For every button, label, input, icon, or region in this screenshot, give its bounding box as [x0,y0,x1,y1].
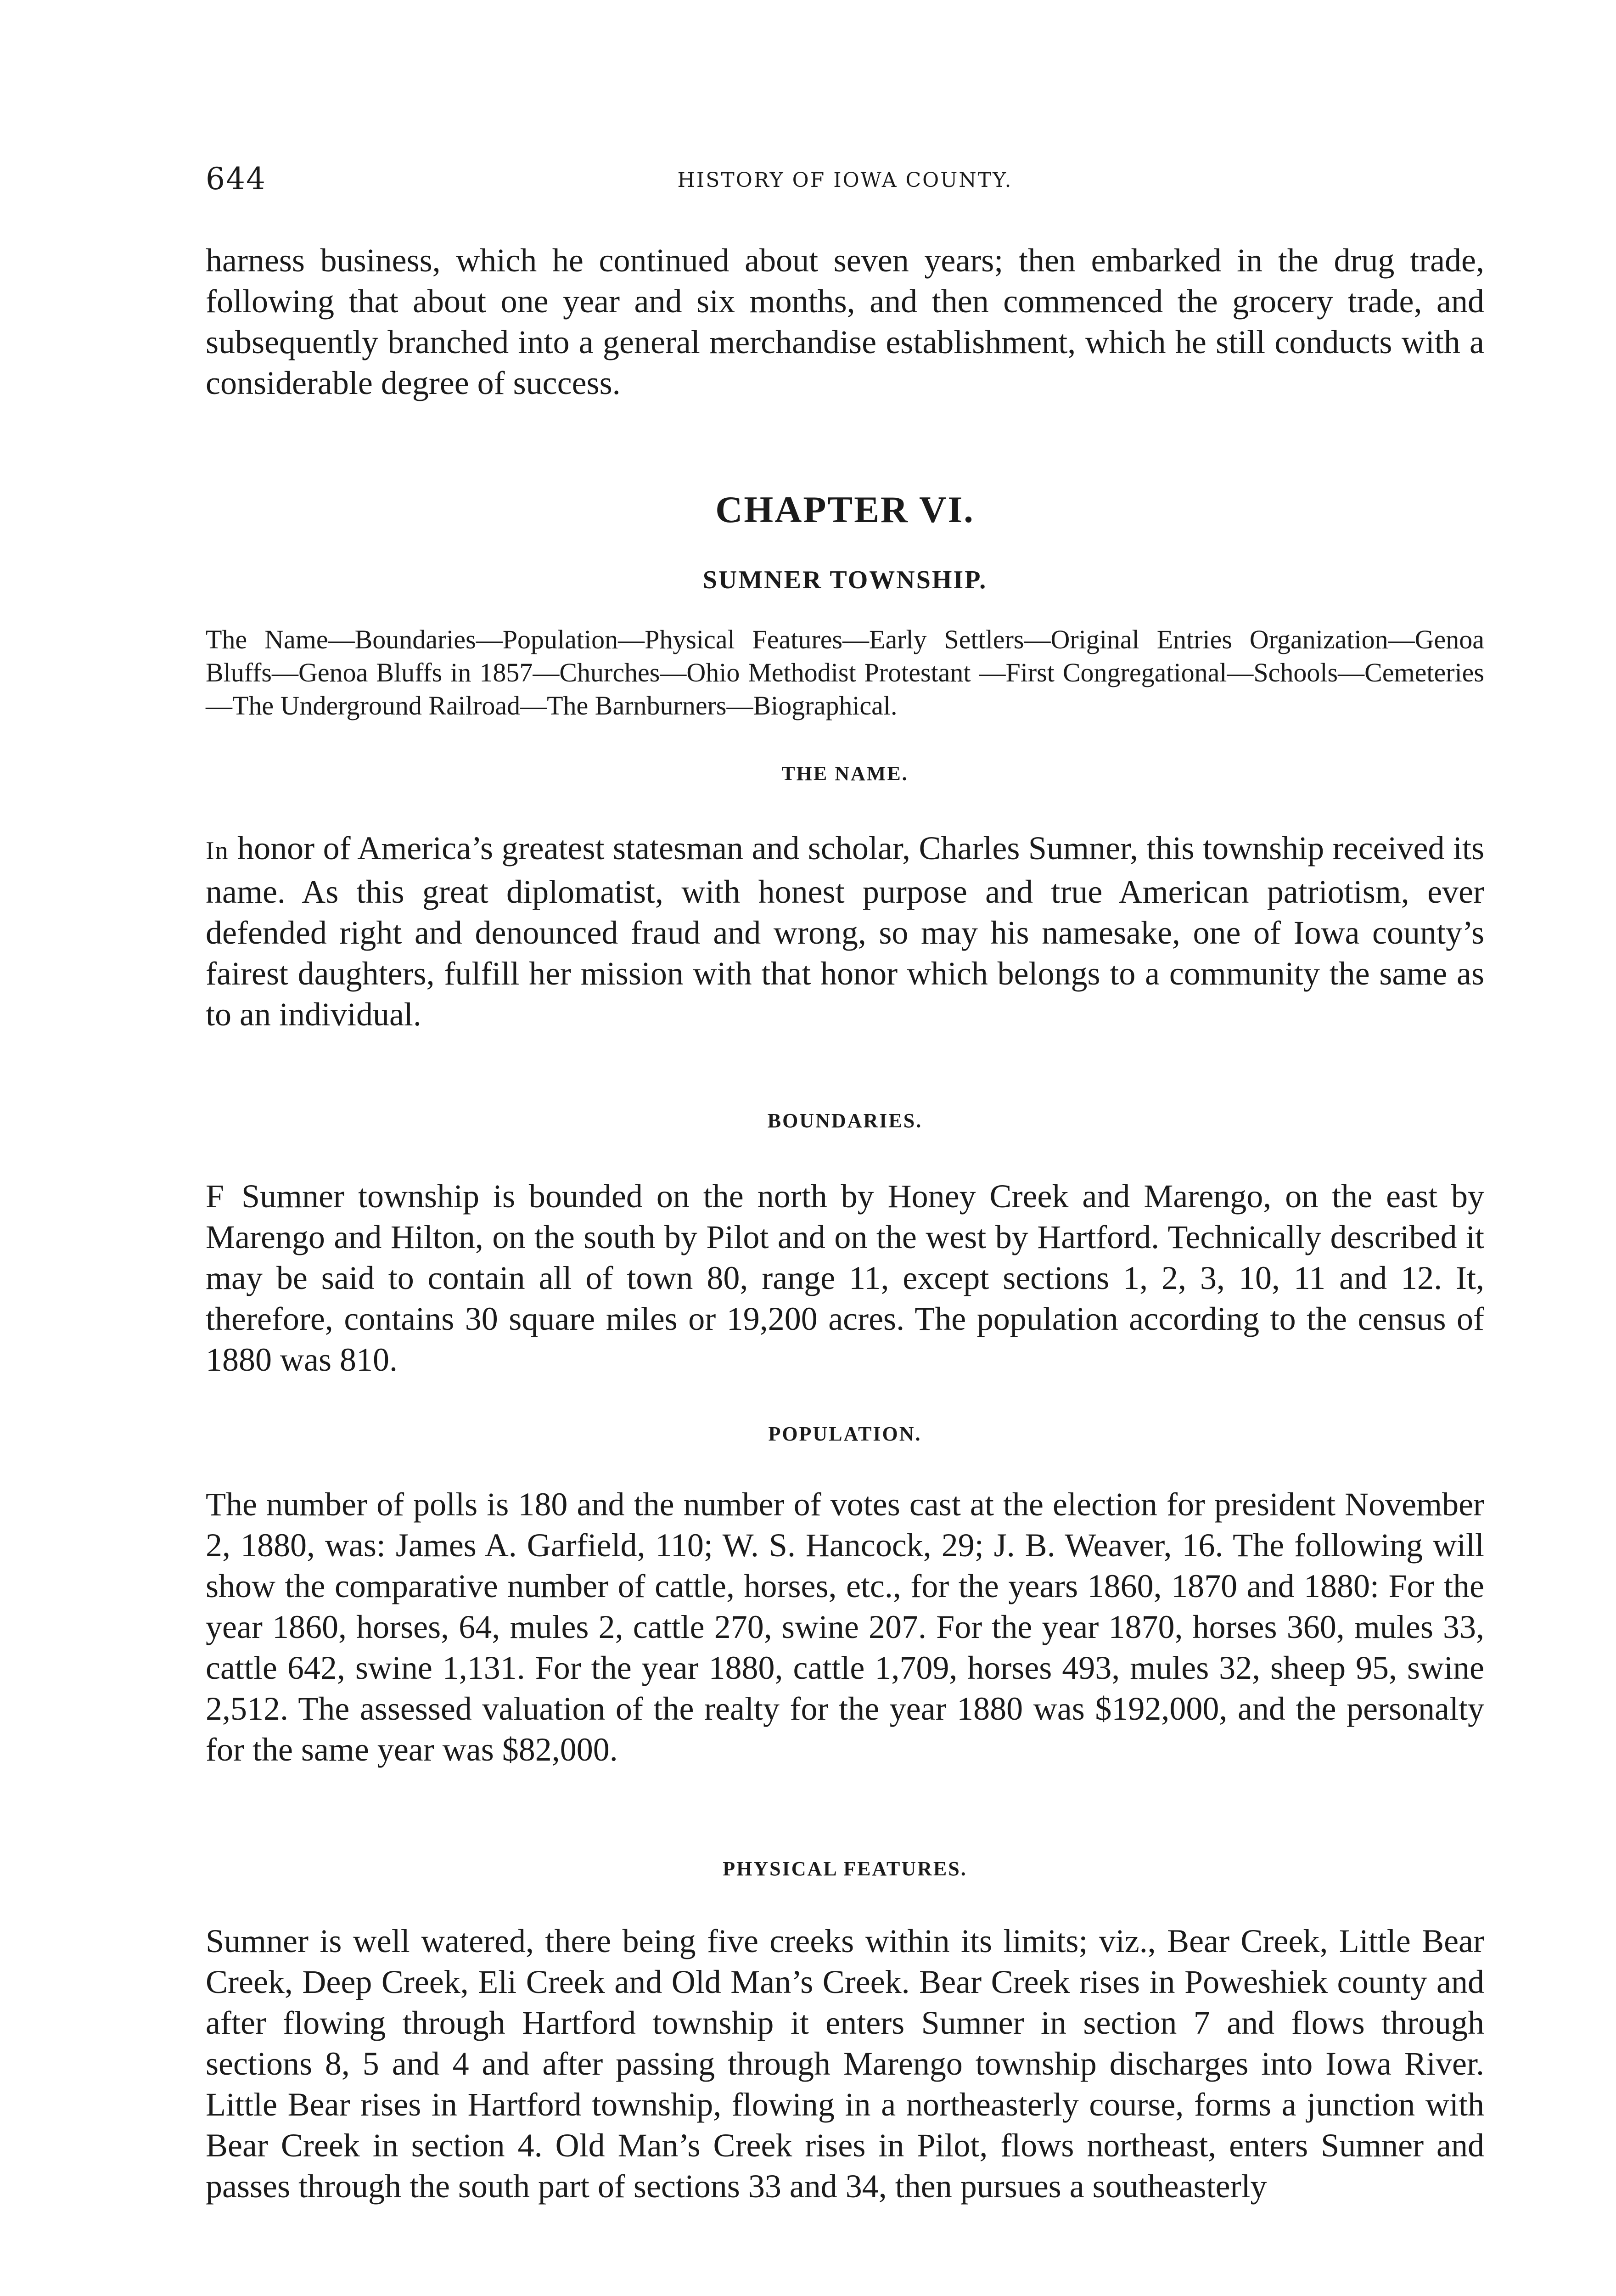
physical-features-paragraph: Sumner is well watered, there being five creeks within its limits; viz., Bear Creek, Little Bear Creek, Deep Creek, Eli Creek and Old Man’s Creek. Bear Creek rises in Poweshiek county and after flowing through Hartford township it enters Sumner in section 7 and flows through sections 8, 5 and 4 and after passing through Marengo township discharges into Iowa River. Little Bear rises in Hartford township, flowing in a northeasterly course, forms a junction with Bear Creek in section 4. Old Man’s Creek rises in Pilot, flows northeast, enters Sumner and passes through the south part of sections 33 and 34, then pursues a southeasterly [206,1923,1484,2205]
chapter-title: CHAPTER VI. [715,489,975,530]
section-heading-the-name: THE NAME. [781,762,909,785]
section-heading-physical-features: PHYSICAL FEATURES. [723,1857,967,1880]
chapter-synopsis: The Name—Boundaries—Population—Physical Features—Early Settlers—Original Entries Organization—Genoa Bluffs—Genoa Bluffs in 1857—Churches—Ohio Methodist Protestant —First Congregational—Schools—Cemeteries—The Underground Railroad—The Barnburners—Biographical. [206,625,1484,720]
paragraph-ornament-icon: F [206,1178,224,1215]
boundaries-body: Sumner township is bounded on the north by Honey Creek and Marengo, on the east by Marengo and Hilton, on the south by Pilot and on the west by Hartford. Technically described it may be said to contain all of town 80, range 11, except sections 1, 2, 3, 10, 11 and 12. It, therefore, contains 30 square miles or 19,200 acres. The population according to the census of 1880 was 810. [206,1178,1484,1378]
paragraph-initial: In [206,837,229,865]
township-title: SUMNER TOWNSHIP. [702,566,988,594]
the-name-paragraph [206,828,1484,1035]
running-header [206,161,1484,197]
continued-paragraph: harness business, which he continued about seven years; then embarked in the drug trade, following that about one year and six months, and then commenced the grocery trade, and subsequently branched into a general merchandise establishment, which he still conducts with a considerable degree of success. [206,242,1484,401]
section-heading-population: POPULATION. [768,1423,922,1445]
population-paragraph: The number of polls is 180 and the number of votes cast at the election for president November 2, 1880, was: James A. Garfield, 110; W. S. Hancock, 29; J. B. Weaver, 16. The following will show the comparative number of cattle, horses, etc., for the years 1860, 1870 and 1880: For the year 1860, horses, 64, mules 2, cattle 270, swine 207. For the year 1870, horses 360, mules 33, cattle 642, swine 1,131. For the year 1880, cattle 1,709, horses 493, mules 32, sheep 95, swine 2,512. The assessed valuation of the realty for the year 1880 was $192,000, and the personalty for the same year was $82,000. [206,1486,1484,1768]
page-number: 644 [206,161,266,197]
running-title: HISTORY OF IOWA COUNTY. [677,169,1013,192]
boundaries-paragraph [206,1176,1484,1380]
section-heading-boundaries: BOUNDARIES. [767,1109,923,1132]
the-name-body: honor of America’s greatest statesman and scholar, Charles Sumner, this township received its name. As this great diplomatist, with honest purpose and true American patriotism, ever defended right and denounced fraud and wrong, so may his namesake, one of Iowa county’s fairest daughters, fulfill her mission with that honor which belongs to a community the same as to an individual. [206,830,1484,1033]
